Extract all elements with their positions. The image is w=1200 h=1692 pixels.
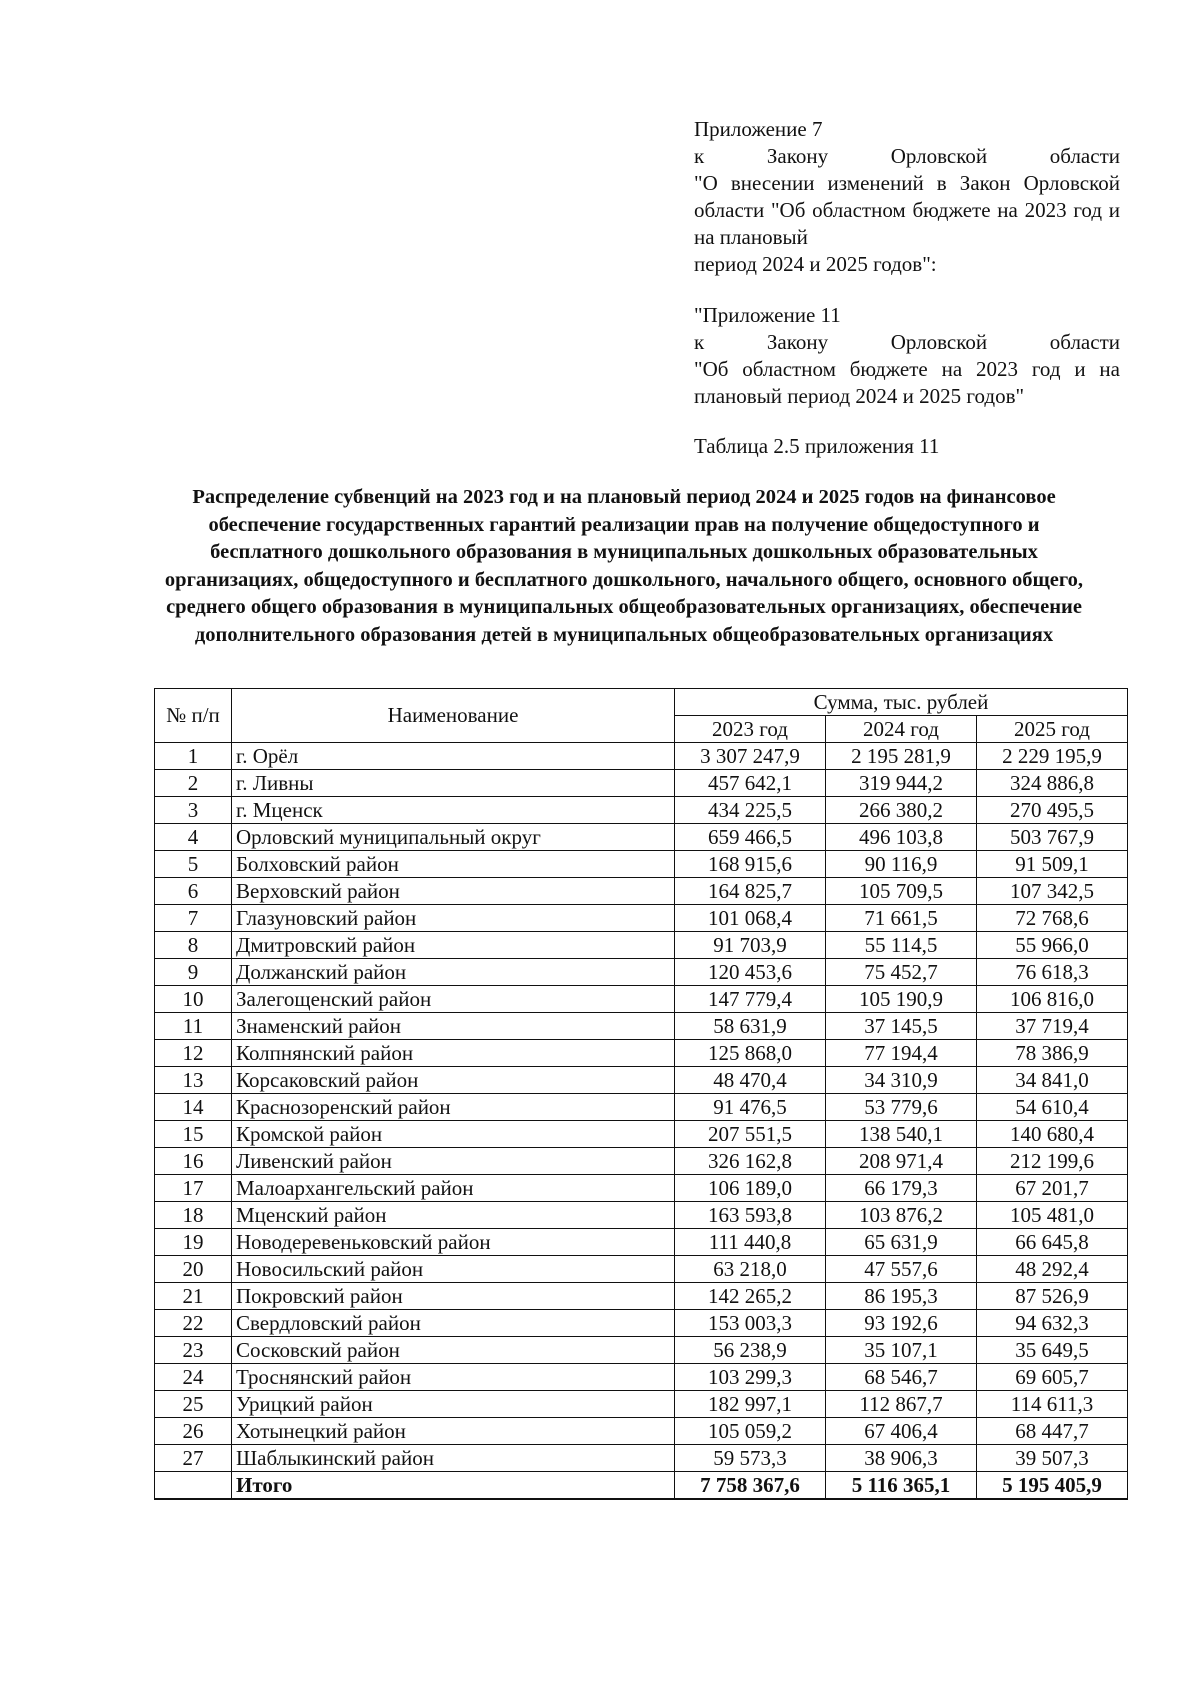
- header-sum: Сумма, тыс. рублей: [675, 689, 1128, 716]
- row-number: 4: [155, 824, 232, 851]
- row-value-2024: 86 195,3: [826, 1283, 977, 1310]
- row-value-2025: 54 610,4: [977, 1094, 1128, 1121]
- row-value-2023: 207 551,5: [675, 1121, 826, 1148]
- table-row: [155, 1256, 1128, 1283]
- row-name: Свердловский район: [232, 1310, 675, 1337]
- row-number: 22: [155, 1310, 232, 1337]
- table-row: [155, 1283, 1128, 1310]
- row-value-2025: 106 816,0: [977, 986, 1128, 1013]
- row-name: г. Ливны: [232, 770, 675, 797]
- row-value-2024: 90 116,9: [826, 851, 977, 878]
- header-2025: 2025 год: [977, 716, 1128, 743]
- row-name: Залегощенский район: [232, 986, 675, 1013]
- row-name: Шаблыкинский район: [232, 1445, 675, 1472]
- row-value-2025: 140 680,4: [977, 1121, 1128, 1148]
- row-name: Знаменский район: [232, 1013, 675, 1040]
- row-value-2023: 91 703,9: [675, 932, 826, 959]
- row-value-2025: 76 618,3: [977, 959, 1128, 986]
- row-name: Кромской район: [232, 1121, 675, 1148]
- row-number: 7: [155, 905, 232, 932]
- row-value-2025: 67 201,7: [977, 1175, 1128, 1202]
- table-row: [155, 1337, 1128, 1364]
- row-value-2024: 35 107,1: [826, 1337, 977, 1364]
- row-value-2024: 112 867,7: [826, 1391, 977, 1418]
- table-row: [155, 1094, 1128, 1121]
- table-row: [155, 1067, 1128, 1094]
- table-row: [155, 986, 1128, 1013]
- row-number: 16: [155, 1148, 232, 1175]
- row-value-2025: 34 841,0: [977, 1067, 1128, 1094]
- row-value-2023: 153 003,3: [675, 1310, 826, 1337]
- row-number: 6: [155, 878, 232, 905]
- row-value-2025: 66 645,8: [977, 1229, 1128, 1256]
- table-row: [155, 1445, 1128, 1472]
- row-name: г. Мценск: [232, 797, 675, 824]
- row-value-2023: 120 453,6: [675, 959, 826, 986]
- row-name: Хотынецкий район: [232, 1418, 675, 1445]
- row-name: Верховский район: [232, 878, 675, 905]
- total-row: [155, 1472, 1128, 1500]
- table-row: [155, 770, 1128, 797]
- row-value-2023: 147 779,4: [675, 986, 826, 1013]
- annex-11-law-name: "Об областном бюджете на 2023 год и на: [694, 357, 1120, 381]
- table-row: [155, 959, 1128, 986]
- annex-7-title: Приложение 7: [694, 117, 823, 141]
- row-value-2023: 111 440,8: [675, 1229, 826, 1256]
- row-number: 26: [155, 1418, 232, 1445]
- row-value-2025: 94 632,3: [977, 1310, 1128, 1337]
- row-value-2023: 457 642,1: [675, 770, 826, 797]
- total-2023: 7 758 367,6: [675, 1472, 826, 1500]
- annex-11-title: "Приложение 11: [694, 303, 841, 327]
- table-row: [155, 1121, 1128, 1148]
- row-number: 23: [155, 1337, 232, 1364]
- row-value-2024: 37 145,5: [826, 1013, 977, 1040]
- row-value-2024: 496 103,8: [826, 824, 977, 851]
- row-value-2023: 164 825,7: [675, 878, 826, 905]
- annex-7-law-ref: к Закону Орловской области: [694, 144, 1120, 168]
- row-value-2023: 182 997,1: [675, 1391, 826, 1418]
- row-value-2025: 72 768,6: [977, 905, 1128, 932]
- total-2025: 5 195 405,9: [977, 1472, 1128, 1500]
- row-value-2023: 105 059,2: [675, 1418, 826, 1445]
- row-value-2023: 326 162,8: [675, 1148, 826, 1175]
- table-row: [155, 797, 1128, 824]
- row-number: 19: [155, 1229, 232, 1256]
- row-value-2024: 55 114,5: [826, 932, 977, 959]
- table-row: [155, 1202, 1128, 1229]
- table-row: [155, 1229, 1128, 1256]
- row-name: Краснозоренский район: [232, 1094, 675, 1121]
- row-value-2024: 2 195 281,9: [826, 743, 977, 770]
- row-number: 15: [155, 1121, 232, 1148]
- table-row: [155, 1364, 1128, 1391]
- row-value-2023: 106 189,0: [675, 1175, 826, 1202]
- table-row: [155, 1310, 1128, 1337]
- row-value-2023: 659 466,5: [675, 824, 826, 851]
- row-number: 27: [155, 1445, 232, 1472]
- row-value-2023: 91 476,5: [675, 1094, 826, 1121]
- row-value-2024: 93 192,6: [826, 1310, 977, 1337]
- row-value-2023: 163 593,8: [675, 1202, 826, 1229]
- row-value-2025: 37 719,4: [977, 1013, 1128, 1040]
- row-value-2024: 38 906,3: [826, 1445, 977, 1472]
- row-number: 10: [155, 986, 232, 1013]
- row-value-2025: 270 495,5: [977, 797, 1128, 824]
- row-number: 2: [155, 770, 232, 797]
- row-value-2023: 3 307 247,9: [675, 743, 826, 770]
- row-value-2023: 142 265,2: [675, 1283, 826, 1310]
- header-name: Наименование: [232, 689, 675, 743]
- row-value-2023: 63 218,0: [675, 1256, 826, 1283]
- row-number: 18: [155, 1202, 232, 1229]
- row-value-2025: 55 966,0: [977, 932, 1128, 959]
- row-number: 14: [155, 1094, 232, 1121]
- row-value-2023: 103 299,3: [675, 1364, 826, 1391]
- row-value-2025: 87 526,9: [977, 1283, 1128, 1310]
- row-name: Малоархангельский район: [232, 1175, 675, 1202]
- row-name: Сосковский район: [232, 1337, 675, 1364]
- table-row: [155, 932, 1128, 959]
- row-name: Должанский район: [232, 959, 675, 986]
- row-value-2023: 101 068,4: [675, 905, 826, 932]
- row-number: 3: [155, 797, 232, 824]
- row-number: 25: [155, 1391, 232, 1418]
- row-value-2025: 35 649,5: [977, 1337, 1128, 1364]
- header-num: № п/п: [155, 689, 232, 743]
- row-value-2025: 105 481,0: [977, 1202, 1128, 1229]
- row-name: Дмитровский район: [232, 932, 675, 959]
- row-value-2025: 114 611,3: [977, 1391, 1128, 1418]
- row-value-2025: 48 292,4: [977, 1256, 1128, 1283]
- total-num: [155, 1472, 232, 1500]
- table-row: [155, 824, 1128, 851]
- header-2024: 2024 год: [826, 716, 977, 743]
- table-row: [155, 878, 1128, 905]
- subsidy-table: [154, 688, 1128, 1500]
- row-name: Новосильский район: [232, 1256, 675, 1283]
- row-value-2024: 208 971,4: [826, 1148, 977, 1175]
- row-value-2024: 105 709,5: [826, 878, 977, 905]
- table-row: [155, 1391, 1128, 1418]
- table-row: [155, 1013, 1128, 1040]
- row-name: Колпнянский район: [232, 1040, 675, 1067]
- row-name: Ливенский район: [232, 1148, 675, 1175]
- row-name: г. Орёл: [232, 743, 675, 770]
- row-value-2023: 48 470,4: [675, 1067, 826, 1094]
- row-number: 24: [155, 1364, 232, 1391]
- row-value-2023: 168 915,6: [675, 851, 826, 878]
- row-name: Корсаковский район: [232, 1067, 675, 1094]
- table-row: [155, 743, 1128, 770]
- row-number: 1: [155, 743, 232, 770]
- row-value-2024: 77 194,4: [826, 1040, 977, 1067]
- table-row: [155, 1040, 1128, 1067]
- row-number: 12: [155, 1040, 232, 1067]
- total-label: Итого: [232, 1472, 675, 1500]
- row-value-2025: 69 605,7: [977, 1364, 1128, 1391]
- row-value-2024: 67 406,4: [826, 1418, 977, 1445]
- row-value-2024: 66 179,3: [826, 1175, 977, 1202]
- row-value-2024: 105 190,9: [826, 986, 977, 1013]
- row-value-2024: 75 452,7: [826, 959, 977, 986]
- row-number: 13: [155, 1067, 232, 1094]
- row-value-2024: 266 380,2: [826, 797, 977, 824]
- row-value-2024: 138 540,1: [826, 1121, 977, 1148]
- row-number: 5: [155, 851, 232, 878]
- row-name: Покровский район: [232, 1283, 675, 1310]
- row-value-2023: 56 238,9: [675, 1337, 826, 1364]
- row-number: 8: [155, 932, 232, 959]
- row-value-2024: 53 779,6: [826, 1094, 977, 1121]
- row-name: Новодеревеньковский район: [232, 1229, 675, 1256]
- table-row: [155, 905, 1128, 932]
- row-value-2024: 68 546,7: [826, 1364, 977, 1391]
- row-number: 21: [155, 1283, 232, 1310]
- row-number: 9: [155, 959, 232, 986]
- row-value-2025: 324 886,8: [977, 770, 1128, 797]
- row-number: 17: [155, 1175, 232, 1202]
- row-value-2023: 434 225,5: [675, 797, 826, 824]
- row-value-2023: 125 868,0: [675, 1040, 826, 1067]
- row-value-2025: 2 229 195,9: [977, 743, 1128, 770]
- row-number: 20: [155, 1256, 232, 1283]
- row-value-2025: 91 509,1: [977, 851, 1128, 878]
- row-value-2025: 68 447,7: [977, 1418, 1128, 1445]
- row-value-2024: 71 661,5: [826, 905, 977, 932]
- annex-11-law-name-end: плановый период 2024 и 2025 годов": [694, 384, 1025, 408]
- row-value-2025: 107 342,5: [977, 878, 1128, 905]
- document-title: Распределение субвенций на 2023 год и на плановый период 2024 и 2025 годов на финансовое обеспечение государственных гарантий реализации прав на получение общедоступного и бесплатного дошкольного образования в муниципальных дошкольных образовательных организациях, общедоступного и бесплатного дошкольного, начального общего, основного общего, среднего общего образования в муниципальных общеобразовательных организациях, обеспечение дополнительного образования детей в муниципальных общеобразовательных организациях: [164, 486, 1084, 646]
- row-value-2025: 39 507,3: [977, 1445, 1128, 1472]
- row-value-2024: 103 876,2: [826, 1202, 977, 1229]
- row-name: Урицкий район: [232, 1391, 675, 1418]
- total-2024: 5 116 365,1: [826, 1472, 977, 1500]
- row-value-2024: 47 557,6: [826, 1256, 977, 1283]
- row-value-2024: 65 631,9: [826, 1229, 977, 1256]
- row-number: 11: [155, 1013, 232, 1040]
- table-row: [155, 1418, 1128, 1445]
- annex-11-law-ref: к Закону Орловской области: [694, 330, 1120, 354]
- row-name: Орловский муниципальный округ: [232, 824, 675, 851]
- row-value-2025: 212 199,6: [977, 1148, 1128, 1175]
- row-value-2025: 503 767,9: [977, 824, 1128, 851]
- row-name: Глазуновский район: [232, 905, 675, 932]
- row-value-2023: 59 573,3: [675, 1445, 826, 1472]
- row-value-2024: 34 310,9: [826, 1067, 977, 1094]
- annex-7-law-name: "О внесении изменений в Закон Орловской области "Об областном бюджете на 2023 год и на плановый: [694, 171, 1120, 249]
- table-row: [155, 1148, 1128, 1175]
- annex-7-law-name-end: период 2024 и 2025 годов":: [694, 252, 937, 276]
- row-name: Болховский район: [232, 851, 675, 878]
- row-value-2024: 319 944,2: [826, 770, 977, 797]
- header-2023: 2023 год: [675, 716, 826, 743]
- annex-7-header: [694, 116, 1120, 460]
- row-name: Мценский район: [232, 1202, 675, 1229]
- row-value-2025: 78 386,9: [977, 1040, 1128, 1067]
- row-name: Троснянский район: [232, 1364, 675, 1391]
- row-value-2023: 58 631,9: [675, 1013, 826, 1040]
- table-row: [155, 1175, 1128, 1202]
- table-reference: Таблица 2.5 приложения 11: [694, 434, 940, 458]
- table-row: [155, 851, 1128, 878]
